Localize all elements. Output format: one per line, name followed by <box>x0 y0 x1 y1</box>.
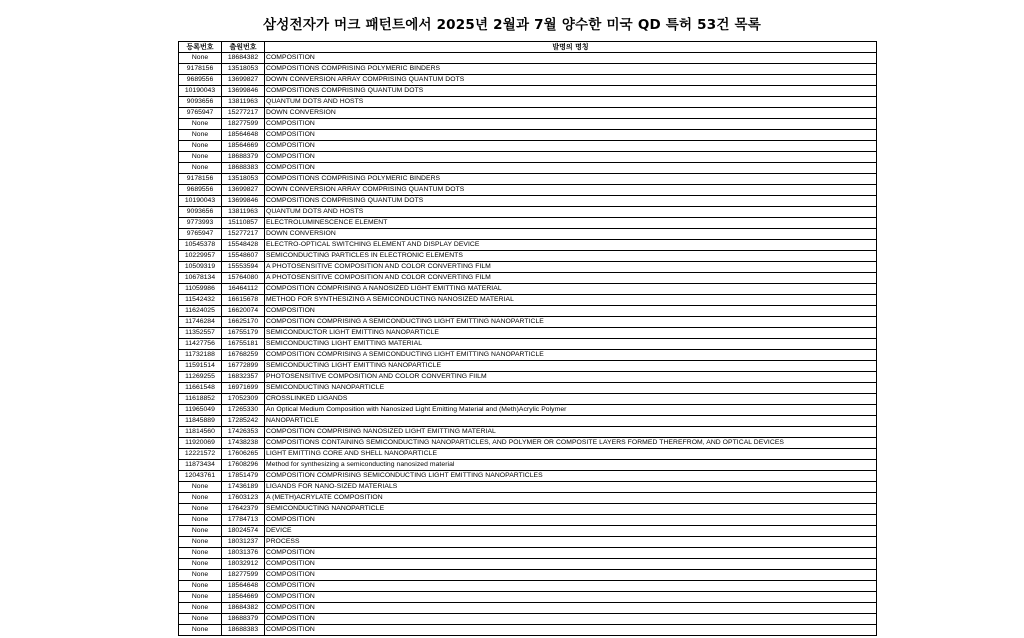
invention-title-cell: DOWN CONVERSION <box>265 229 877 240</box>
table-row <box>179 339 877 350</box>
table-row <box>179 581 877 592</box>
registration-number-cell: None <box>179 537 222 548</box>
application-number-cell: 16625170 <box>222 317 265 328</box>
application-number-cell: 17784713 <box>222 515 265 526</box>
registration-number-cell: 9689556 <box>179 75 222 86</box>
header-registration-number: 등록번호 <box>179 42 222 53</box>
registration-number-cell: None <box>179 625 222 636</box>
registration-number-cell: 9765947 <box>179 108 222 119</box>
application-number-cell: 17608296 <box>222 460 265 471</box>
invention-title-cell: LIGHT EMITTING CORE AND SHELL NANOPARTICLE <box>265 449 877 460</box>
application-number-cell: 17265330 <box>222 405 265 416</box>
table-row <box>179 482 877 493</box>
application-number-cell: 16464112 <box>222 284 265 295</box>
invention-title-cell: COMPOSITION <box>265 141 877 152</box>
document-title: 삼성전자가 머크 패턴트에서 2025년 2월과 7월 양수한 미국 QD 특허 53건 목록 <box>263 17 761 33</box>
table-row <box>179 207 877 218</box>
registration-number-cell: 10509319 <box>179 262 222 273</box>
registration-number-cell: 11624025 <box>179 306 222 317</box>
application-number-cell: 15277217 <box>222 108 265 119</box>
table-row <box>179 284 877 295</box>
application-number-cell: 18564669 <box>222 592 265 603</box>
table-row <box>179 273 877 284</box>
table-row <box>179 130 877 141</box>
application-number-cell: 18031376 <box>222 548 265 559</box>
invention-title-cell: Method for synthesizing a semiconducting nanosized material <box>265 460 877 471</box>
invention-title-cell: COMPOSITION COMPRISING A SEMICONDUCTING LIGHT EMITTING NANOPARTICLE <box>265 350 877 361</box>
registration-number-cell: 10190043 <box>179 196 222 207</box>
registration-number-cell: 12221572 <box>179 449 222 460</box>
table-row <box>179 405 877 416</box>
table-row <box>179 119 877 130</box>
table-row <box>179 537 877 548</box>
registration-number-cell: None <box>179 603 222 614</box>
application-number-cell: 18277599 <box>222 119 265 130</box>
invention-title-cell: COMPOSITION <box>265 570 877 581</box>
table-row <box>179 86 877 97</box>
application-number-cell: 13699827 <box>222 185 265 196</box>
invention-title-cell: QUANTUM DOTS AND HOSTS <box>265 207 877 218</box>
header-invention-title: 발명의 명칭 <box>265 42 877 53</box>
table-row <box>179 526 877 537</box>
registration-number-cell: 11269255 <box>179 372 222 383</box>
invention-title-cell: ELECTRO-OPTICAL SWITCHING ELEMENT AND DISPLAY DEVICE <box>265 240 877 251</box>
application-number-cell: 18031237 <box>222 537 265 548</box>
invention-title-cell: PROCESS <box>265 537 877 548</box>
application-number-cell: 15548607 <box>222 251 265 262</box>
registration-number-cell: None <box>179 559 222 570</box>
application-number-cell: 17426353 <box>222 427 265 438</box>
table-row <box>179 548 877 559</box>
registration-number-cell: 9178156 <box>179 174 222 185</box>
table-row <box>179 196 877 207</box>
registration-number-cell: None <box>179 581 222 592</box>
registration-number-cell: None <box>179 163 222 174</box>
registration-number-cell: 11661548 <box>179 383 222 394</box>
table-row <box>179 416 877 427</box>
application-number-cell: 13699846 <box>222 86 265 97</box>
table-row <box>179 163 877 174</box>
registration-number-cell: 11746284 <box>179 317 222 328</box>
table-row <box>179 152 877 163</box>
application-number-cell: 13518053 <box>222 64 265 75</box>
application-number-cell: 18277599 <box>222 570 265 581</box>
application-number-cell: 18688379 <box>222 152 265 163</box>
application-number-cell: 18684382 <box>222 603 265 614</box>
table-row <box>179 361 877 372</box>
table-row <box>179 427 877 438</box>
invention-title-cell: DEVICE <box>265 526 877 537</box>
table-row <box>179 141 877 152</box>
invention-title-cell: COMPOSITION <box>265 306 877 317</box>
registration-number-cell: None <box>179 592 222 603</box>
invention-title-cell: QUANTUM DOTS AND HOSTS <box>265 97 877 108</box>
invention-title-cell: A PHOTOSENSITIVE COMPOSITION AND COLOR CONVERTING FILM <box>265 262 877 273</box>
application-number-cell: 16971699 <box>222 383 265 394</box>
registration-number-cell: 12043761 <box>179 471 222 482</box>
patent-table <box>178 41 877 636</box>
application-number-cell: 15553594 <box>222 262 265 273</box>
table-row <box>179 372 877 383</box>
invention-title-cell: COMPOSITIONS COMPRISING POLYMERIC BINDERS <box>265 64 877 75</box>
patent-table-body <box>179 53 877 636</box>
invention-title-cell: SEMICONDUCTOR LIGHT EMITTING NANOPARTICLE <box>265 328 877 339</box>
registration-number-cell: 9773993 <box>179 218 222 229</box>
invention-title-cell: COMPOSITION <box>265 119 877 130</box>
application-number-cell: 15277217 <box>222 229 265 240</box>
table-row <box>179 64 877 75</box>
invention-title-cell: LIGANDS FOR NANO-SIZED MATERIALS <box>265 482 877 493</box>
table-row <box>179 515 877 526</box>
invention-title-cell: COMPOSITIONS COMPRISING QUANTUM DOTS <box>265 196 877 207</box>
invention-title-cell: DOWN CONVERSION ARRAY COMPRISING QUANTUM DOTS <box>265 75 877 86</box>
table-row <box>179 306 877 317</box>
invention-title-cell: SEMICONDUCTING PARTICLES IN ELECTRONIC ELEMENTS <box>265 251 877 262</box>
table-row <box>179 383 877 394</box>
table-row <box>179 438 877 449</box>
table-row <box>179 592 877 603</box>
application-number-cell: 13811963 <box>222 97 265 108</box>
application-number-cell: 17285242 <box>222 416 265 427</box>
registration-number-cell: 11845889 <box>179 416 222 427</box>
invention-title-cell: COMPOSITION COMPRISING A NANOSIZED LIGHT EMITTING MATERIAL <box>265 284 877 295</box>
application-number-cell: 13699827 <box>222 75 265 86</box>
invention-title-cell: COMPOSITION <box>265 603 877 614</box>
invention-title-cell: COMPOSITION COMPRISING NANOSIZED LIGHT EMITTING MATERIAL <box>265 427 877 438</box>
table-row <box>179 449 877 460</box>
table-row <box>179 295 877 306</box>
invention-title-cell: SEMICONDUCTING LIGHT EMITTING NANOPARTICLE <box>265 361 877 372</box>
table-row <box>179 471 877 482</box>
invention-title-cell: DOWN CONVERSION ARRAY COMPRISING QUANTUM DOTS <box>265 185 877 196</box>
table-row <box>179 460 877 471</box>
application-number-cell: 17438238 <box>222 438 265 449</box>
application-number-cell: 18688383 <box>222 163 265 174</box>
invention-title-cell: An Optical Medium Composition with Nanosized Light Emitting Material and (Meth)Acrylic Polymer <box>265 405 877 416</box>
registration-number-cell: None <box>179 152 222 163</box>
registration-number-cell: 9093656 <box>179 207 222 218</box>
invention-title-cell: METHOD FOR SYNTHESIZING A SEMICONDUCTING NANOSIZED MATERIAL <box>265 295 877 306</box>
application-number-cell: 18684382 <box>222 53 265 64</box>
table-row <box>179 317 877 328</box>
table-row <box>179 53 877 64</box>
application-number-cell: 16832357 <box>222 372 265 383</box>
registration-number-cell: 11618852 <box>179 394 222 405</box>
application-number-cell: 18564669 <box>222 141 265 152</box>
registration-number-cell: 11732188 <box>179 350 222 361</box>
invention-title-cell: SEMICONDUCTING NANOPARTICLE <box>265 383 877 394</box>
invention-title-cell: SEMICONDUCTING LIGHT EMITTING MATERIAL <box>265 339 877 350</box>
registration-number-cell: 9689556 <box>179 185 222 196</box>
table-row <box>179 493 877 504</box>
application-number-cell: 18688379 <box>222 614 265 625</box>
application-number-cell: 16615678 <box>222 295 265 306</box>
application-number-cell: 16755179 <box>222 328 265 339</box>
invention-title-cell: SEMICONDUCTING NANOPARTICLE <box>265 504 877 515</box>
invention-title-cell: ELECTROLUMINESCENCE ELEMENT <box>265 218 877 229</box>
invention-title-cell: COMPOSITION <box>265 548 877 559</box>
invention-title-cell: COMPOSITION <box>265 559 877 570</box>
registration-number-cell: 10190043 <box>179 86 222 97</box>
registration-number-cell: 11920069 <box>179 438 222 449</box>
table-row <box>179 174 877 185</box>
registration-number-cell: 11427756 <box>179 339 222 350</box>
application-number-cell: 18032912 <box>222 559 265 570</box>
registration-number-cell: None <box>179 515 222 526</box>
application-number-cell: 18564648 <box>222 130 265 141</box>
table-row <box>179 570 877 581</box>
invention-title-cell: COMPOSITION <box>265 163 877 174</box>
invention-title-cell: COMPOSITION COMPRISING SEMICONDUCTING LIGHT EMITTING NANOPARTICLES <box>265 471 877 482</box>
application-number-cell: 13699846 <box>222 196 265 207</box>
application-number-cell: 18688383 <box>222 625 265 636</box>
application-number-cell: 16755181 <box>222 339 265 350</box>
registration-number-cell: 10545378 <box>179 240 222 251</box>
application-number-cell: 17606265 <box>222 449 265 460</box>
invention-title-cell: PHOTOSENSITIVE COMPOSITION AND COLOR CONVERTING FIILM <box>265 372 877 383</box>
registration-number-cell: None <box>179 130 222 141</box>
invention-title-cell: COMPOSITION <box>265 515 877 526</box>
table-row <box>179 559 877 570</box>
application-number-cell: 17603123 <box>222 493 265 504</box>
registration-number-cell: 9178156 <box>179 64 222 75</box>
application-number-cell: 15110857 <box>222 218 265 229</box>
registration-number-cell: 10229957 <box>179 251 222 262</box>
invention-title-cell: COMPOSITION <box>265 53 877 64</box>
table-row <box>179 251 877 262</box>
table-row <box>179 262 877 273</box>
invention-title-cell: A PHOTOSENSITIVE COMPOSITION AND COLOR CONVERTING FILM <box>265 273 877 284</box>
registration-number-cell: None <box>179 548 222 559</box>
table-row <box>179 350 877 361</box>
header-application-number: 출원번호 <box>222 42 265 53</box>
registration-number-cell: 11965049 <box>179 405 222 416</box>
table-row <box>179 394 877 405</box>
registration-number-cell: 11814560 <box>179 427 222 438</box>
table-row <box>179 75 877 86</box>
table-row <box>179 614 877 625</box>
registration-number-cell: None <box>179 504 222 515</box>
table-row <box>179 625 877 636</box>
registration-number-cell: None <box>179 526 222 537</box>
table-row <box>179 240 877 251</box>
application-number-cell: 18564648 <box>222 581 265 592</box>
application-number-cell: 16772899 <box>222 361 265 372</box>
application-number-cell: 15764080 <box>222 273 265 284</box>
application-number-cell: 17642379 <box>222 504 265 515</box>
invention-title-cell: NANOPARTICLE <box>265 416 877 427</box>
invention-title-cell: COMPOSITIONS COMPRISING POLYMERIC BINDERS <box>265 174 877 185</box>
patent-table-header <box>179 42 877 53</box>
invention-title-cell: COMPOSITION COMPRISING A SEMICONDUCTING LIGHT EMITTING NANOPARTICLE <box>265 317 877 328</box>
invention-title-cell: COMPOSITIONS COMPRISING QUANTUM DOTS <box>265 86 877 97</box>
table-row <box>179 218 877 229</box>
registration-number-cell: 11352557 <box>179 328 222 339</box>
invention-title-cell: COMPOSITION <box>265 592 877 603</box>
registration-number-cell: None <box>179 141 222 152</box>
registration-number-cell: None <box>179 493 222 504</box>
registration-number-cell: 11542432 <box>179 295 222 306</box>
application-number-cell: 16620074 <box>222 306 265 317</box>
table-row <box>179 108 877 119</box>
table-row <box>179 328 877 339</box>
table-row <box>179 97 877 108</box>
header-row <box>179 42 877 53</box>
registration-number-cell: 11059986 <box>179 284 222 295</box>
table-row <box>179 229 877 240</box>
registration-number-cell: 10678134 <box>179 273 222 284</box>
registration-number-cell: 11591514 <box>179 361 222 372</box>
application-number-cell: 17851479 <box>222 471 265 482</box>
registration-number-cell: None <box>179 570 222 581</box>
invention-title-cell: COMPOSITION <box>265 614 877 625</box>
table-row <box>179 603 877 614</box>
application-number-cell: 17436189 <box>222 482 265 493</box>
invention-title-cell: COMPOSITION <box>265 625 877 636</box>
registration-number-cell: None <box>179 482 222 493</box>
application-number-cell: 16768259 <box>222 350 265 361</box>
invention-title-cell: DOWN CONVERSION <box>265 108 877 119</box>
registration-number-cell: 9765947 <box>179 229 222 240</box>
invention-title-cell: A (METH)ACRYLATE COMPOSITION <box>265 493 877 504</box>
invention-title-cell: COMPOSITION <box>265 152 877 163</box>
application-number-cell: 13518053 <box>222 174 265 185</box>
invention-title-cell: COMPOSITION <box>265 581 877 592</box>
registration-number-cell: None <box>179 614 222 625</box>
registration-number-cell: None <box>179 119 222 130</box>
registration-number-cell: None <box>179 53 222 64</box>
invention-title-cell: COMPOSITIONS CONTAINING SEMICONDUCTING NANOPARTICLES, AND POLYMER OR COMPOSITE LAYERS FORMED THEREFROM, AND OPTICAL DEVICES <box>265 438 877 449</box>
table-row <box>179 504 877 515</box>
application-number-cell: 17052309 <box>222 394 265 405</box>
registration-number-cell: 11873434 <box>179 460 222 471</box>
application-number-cell: 18024574 <box>222 526 265 537</box>
invention-title-cell: COMPOSITION <box>265 130 877 141</box>
invention-title-cell: CROSSLINKED LIGANDS <box>265 394 877 405</box>
application-number-cell: 15548428 <box>222 240 265 251</box>
table-row <box>179 185 877 196</box>
application-number-cell: 13811963 <box>222 207 265 218</box>
registration-number-cell: 9093656 <box>179 97 222 108</box>
